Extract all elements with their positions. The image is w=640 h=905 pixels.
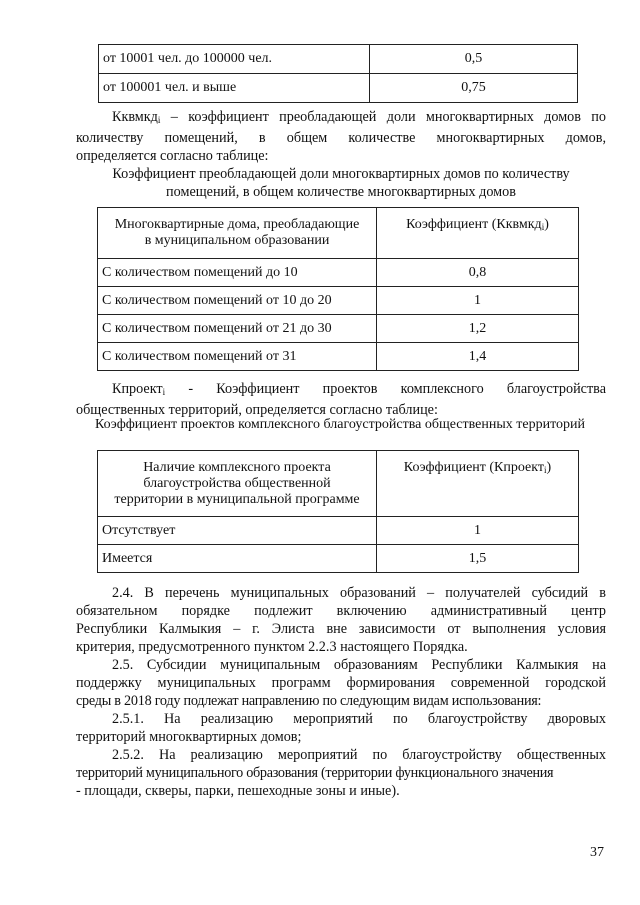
table-cell-value: 1,5 [377,545,579,573]
table-header-right [377,208,579,259]
table-cell-value: 1 [377,517,579,545]
table-row [98,315,579,343]
kkvmkd-term: Кквмкд [112,109,158,125]
table-row [98,545,579,573]
header-left-line-3: территории в муниципальной программе [114,491,360,507]
table-row [99,74,578,103]
kkvmkd-caption-1: Коэффициент преобладающей доли многоквартирных домов по количеству [112,166,570,182]
header-right-end: ) [544,217,549,232]
kproekt-line-1 [76,380,606,401]
table-cell-value: 1 [377,287,579,315]
header-right-sub: i [541,222,545,232]
table-row [98,287,579,315]
p24-line-3: Республики Калмыкия – г. Элиста вне зависимости от выполнения условия [76,621,606,637]
table-cell-label: С количеством помещений от 21 до 30 [98,315,377,343]
kproekt-term: Кпроект [112,381,163,397]
p24-line-1: 2.4. В перечень муниципальных образований – получателей субсидий в [112,585,606,601]
p252-line-1: 2.5.2. На реализацию мероприятий по благоустройству общественных [112,747,606,763]
population-coefficient-table [98,44,578,103]
table-row [98,259,579,287]
table-header-left [98,208,377,259]
table-header-row [98,208,579,259]
project-coefficient-table [97,450,579,573]
table-cell-label: Имеется [98,545,377,573]
p252-line-2: территорий муниципального образования (территории функционального значения [76,765,554,781]
table-cell-value: 1,2 [377,315,579,343]
kproekt-definition [76,380,606,419]
p251-line-2: территорий многоквартирных домов; [76,729,302,745]
header-right-text: Коэффициент (Кквмкд [406,217,542,232]
table-cell-value: 0,75 [370,74,578,103]
p24-line-4: критерия, предусмотренного пунктом 2.2.3 настоящего Порядка. [76,639,468,655]
header-left-line-2: в муниципальном образовании [144,233,330,248]
table-cell-label: Отсутствует [98,517,377,545]
kproekt-line-1-rest: - Коэффициент проектов комплексного благоустройства [165,381,606,397]
header-left-line-1: Многоквартирные дома, преобладающие [114,217,360,232]
kkvmkd-line-2: количеству помещений, в общем количестве многоквартирных домов, [76,130,606,146]
table-cell-value: 1,4 [377,343,579,371]
table-cell-value: 0,8 [377,259,579,287]
paragraph-2-5-2 [76,746,606,800]
p25-line-3: среды в 2018 году подлежат направлению по следующим видам использования: [76,693,542,709]
paragraph-2-5-1 [76,710,606,746]
table-cell-label: С количеством помещений до 10 [98,259,377,287]
header-right-text: Коэффициент (Кпроект [403,460,545,475]
table-row [98,517,579,545]
paragraph-2-5 [76,656,606,710]
table-cell-label: от 10001 чел. до 100000 чел. [99,45,370,74]
kproekt-caption: Коэффициент проектов комплексного благоустройства общественных территорий [94,417,586,432]
kkvmkd-line-3: определяется согласно таблице: [76,148,269,164]
kproekt-line-2: общественных территорий, определяется согласно таблице: [76,402,438,418]
kkvmkd-term-sub: i [157,115,161,125]
table-header-left [98,451,377,517]
apartment-coefficient-table [97,207,579,371]
kkvmkd-line-1-rest: – коэффициент преобладающей доли многоквартирных домов по [160,109,606,125]
kkvmkd-line-1 [76,108,606,129]
table-header-row [98,451,579,517]
p25-line-2: поддержку муниципальных программ формирования современной городской [76,675,606,691]
table-cell-value: 0,5 [370,45,578,74]
kkvmkd-definition [76,108,606,201]
paragraph-2-4 [76,584,606,656]
page-number: 37 [590,845,604,860]
kkvmkd-caption-2: помещений, в общем количестве многоквартирных домов [166,184,516,200]
table-header-right [377,451,579,517]
p251-line-1: 2.5.1. На реализацию мероприятий по благоустройству дворовых [112,711,606,727]
table-cell-label: С количеством помещений от 31 [98,343,377,371]
kproekt-term-sub: i [162,387,166,397]
header-right-end: ) [546,460,552,475]
header-left-line-2: благоустройства общественной [143,475,331,491]
table-cell-label: от 100001 чел. и выше [99,74,370,103]
table-row [98,343,579,371]
table-row [99,45,578,74]
p25-line-1: 2.5. Субсидии муниципальным образованиям Республики Калмыкия на [112,657,606,673]
header-right-sub: i [544,465,547,475]
p252-line-3: - площади, скверы, парки, пешеходные зоны и иные). [76,783,400,799]
header-left-line-1: Наличие комплексного проекта [143,459,331,475]
table-cell-label: С количеством помещений от 10 до 20 [98,287,377,315]
p24-line-2: обязательном порядке подлежит включению административный центр [76,603,606,619]
